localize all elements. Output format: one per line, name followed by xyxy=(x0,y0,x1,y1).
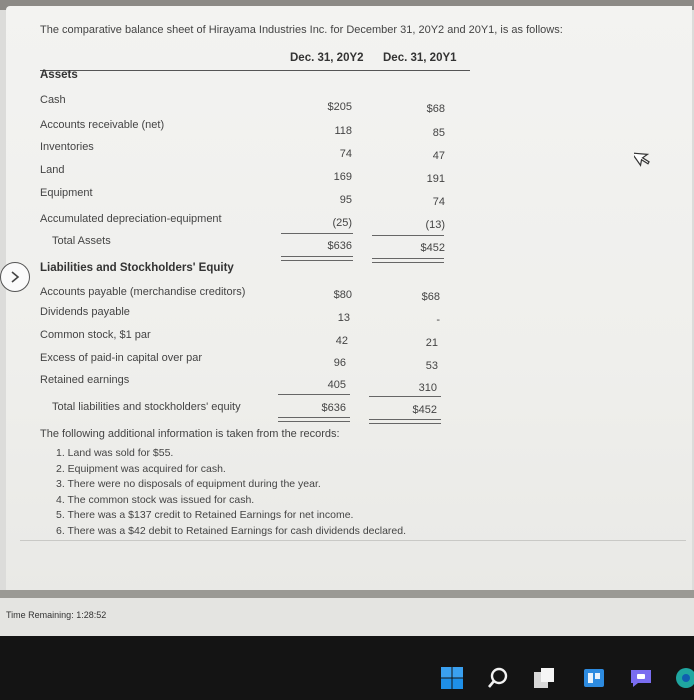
row-label-cash: Cash xyxy=(40,94,66,106)
info-item: 3. There were no disposals of equipment during the year. xyxy=(56,478,321,490)
equipment-20y2: 95 xyxy=(339,194,352,206)
footer-strip xyxy=(0,590,694,598)
common-stock-20y2: 42 xyxy=(335,335,348,347)
app-icon[interactable] xyxy=(582,666,606,690)
assets-total-double-rule-20y1 xyxy=(372,258,444,263)
windows-start-icon[interactable] xyxy=(440,666,464,690)
content-divider xyxy=(20,540,686,541)
total-assets-20y2: $636 xyxy=(327,240,352,252)
search-icon[interactable] xyxy=(486,666,510,690)
additional-info-title: The following additional information is taken from the records: xyxy=(40,428,340,440)
next-question-button[interactable] xyxy=(0,262,30,292)
row-label-excess-paid-in-capital: Excess of paid-in capital over par xyxy=(40,352,203,364)
additional-info-list xyxy=(56,446,406,539)
cash-20y1: $68 xyxy=(426,103,445,115)
row-label-dividends-payable: Dividends payable xyxy=(40,306,130,318)
liabilities-total-double-rule-20y2 xyxy=(278,417,350,422)
accounts-receivable-20y2: 118 xyxy=(334,125,352,137)
retained-earnings-20y1: 310 xyxy=(418,382,437,394)
accumulated-depreciation-20y2: (25) xyxy=(332,217,352,229)
info-item: 5. There was a $137 credit to Retained Earnings for net income. xyxy=(56,509,354,521)
row-label-inventories: Inventories xyxy=(40,141,94,153)
land-20y2: 169 xyxy=(333,171,352,183)
row-label-accumulated-depreciation: Accumulated depreciation-equipment xyxy=(40,213,222,225)
info-item: 1. Land was sold for $55. xyxy=(56,447,174,459)
dividends-payable-20y2: 13 xyxy=(337,312,350,324)
info-item: 2. Equipment was acquired for cash. xyxy=(56,462,226,475)
inventories-20y1: 47 xyxy=(432,150,445,162)
file-explorer-icon[interactable] xyxy=(532,666,556,690)
total-liabilities-equity-20y1: $452 xyxy=(412,404,437,416)
column-header-20y2: Dec. 31, 20Y2 xyxy=(290,52,364,64)
column-header-20y1: Dec. 31, 20Y1 xyxy=(383,52,457,64)
liabilities-subtotal-rule-20y1 xyxy=(369,396,441,397)
common-stock-20y1: 21 xyxy=(425,337,438,349)
liabilities-subtotal-rule-20y2 xyxy=(278,394,350,395)
inventories-20y2: 74 xyxy=(339,148,352,160)
assets-subtotal-rule-20y2 xyxy=(281,233,353,234)
accounts-payable-20y1: $68 xyxy=(421,291,440,303)
row-label-land: Land xyxy=(40,164,65,176)
excess-paid-in-capital-20y2: 96 xyxy=(333,357,346,369)
row-label-accounts-receivable: Accounts receivable (net) xyxy=(40,119,165,131)
row-label-equipment: Equipment xyxy=(40,187,93,199)
browser-icon[interactable] xyxy=(672,666,694,690)
accumulated-depreciation-20y1: (13) xyxy=(425,219,445,231)
assets-total-double-rule-20y2 xyxy=(281,256,353,261)
assets-subtotal-rule-20y1 xyxy=(372,235,444,236)
equipment-20y1: 74 xyxy=(432,196,445,208)
liabilities-heading: Liabilities and Stockholders' Equity xyxy=(40,262,234,274)
row-label-accounts-payable: Accounts payable (merchandise creditors) xyxy=(40,286,246,298)
accounts-receivable-20y1: 85 xyxy=(432,127,445,139)
excess-paid-in-capital-20y1: 53 xyxy=(425,360,438,372)
row-label-total-liabilities-equity: Total liabilities and stockholders' equity xyxy=(52,401,241,413)
row-label-total-assets: Total Assets xyxy=(52,235,111,247)
info-item: 4. The common stock was issued for cash. xyxy=(56,493,255,506)
assets-heading: Assets xyxy=(40,69,78,81)
question-intro: The comparative balance sheet of Hirayama Industries Inc. for December 31, 20Y2 and 20Y1, is as follows: xyxy=(40,24,563,36)
land-20y1: 191 xyxy=(426,173,445,185)
time-remaining: Time Remaining: 1:28:52 xyxy=(6,610,107,620)
liabilities-total-double-rule-20y1 xyxy=(369,419,441,424)
dividends-payable-20y1: - xyxy=(436,314,440,326)
retained-earnings-20y2: 405 xyxy=(327,379,346,391)
chevron-right-icon xyxy=(8,270,22,284)
chat-icon[interactable] xyxy=(628,666,654,690)
info-item: 6. There was a $42 debit to Retained Earnings for cash dividends declared. xyxy=(56,524,407,537)
total-liabilities-equity-20y2: $636 xyxy=(321,402,346,414)
cash-20y2: $205 xyxy=(327,101,352,113)
total-assets-20y1: $452 xyxy=(420,242,445,254)
header-rule xyxy=(40,70,470,71)
row-label-retained-earnings: Retained earnings xyxy=(40,374,130,386)
row-label-common-stock: Common stock, $1 par xyxy=(40,329,151,341)
accounts-payable-20y2: $80 xyxy=(333,289,352,301)
mouse-cursor-icon xyxy=(634,146,652,168)
